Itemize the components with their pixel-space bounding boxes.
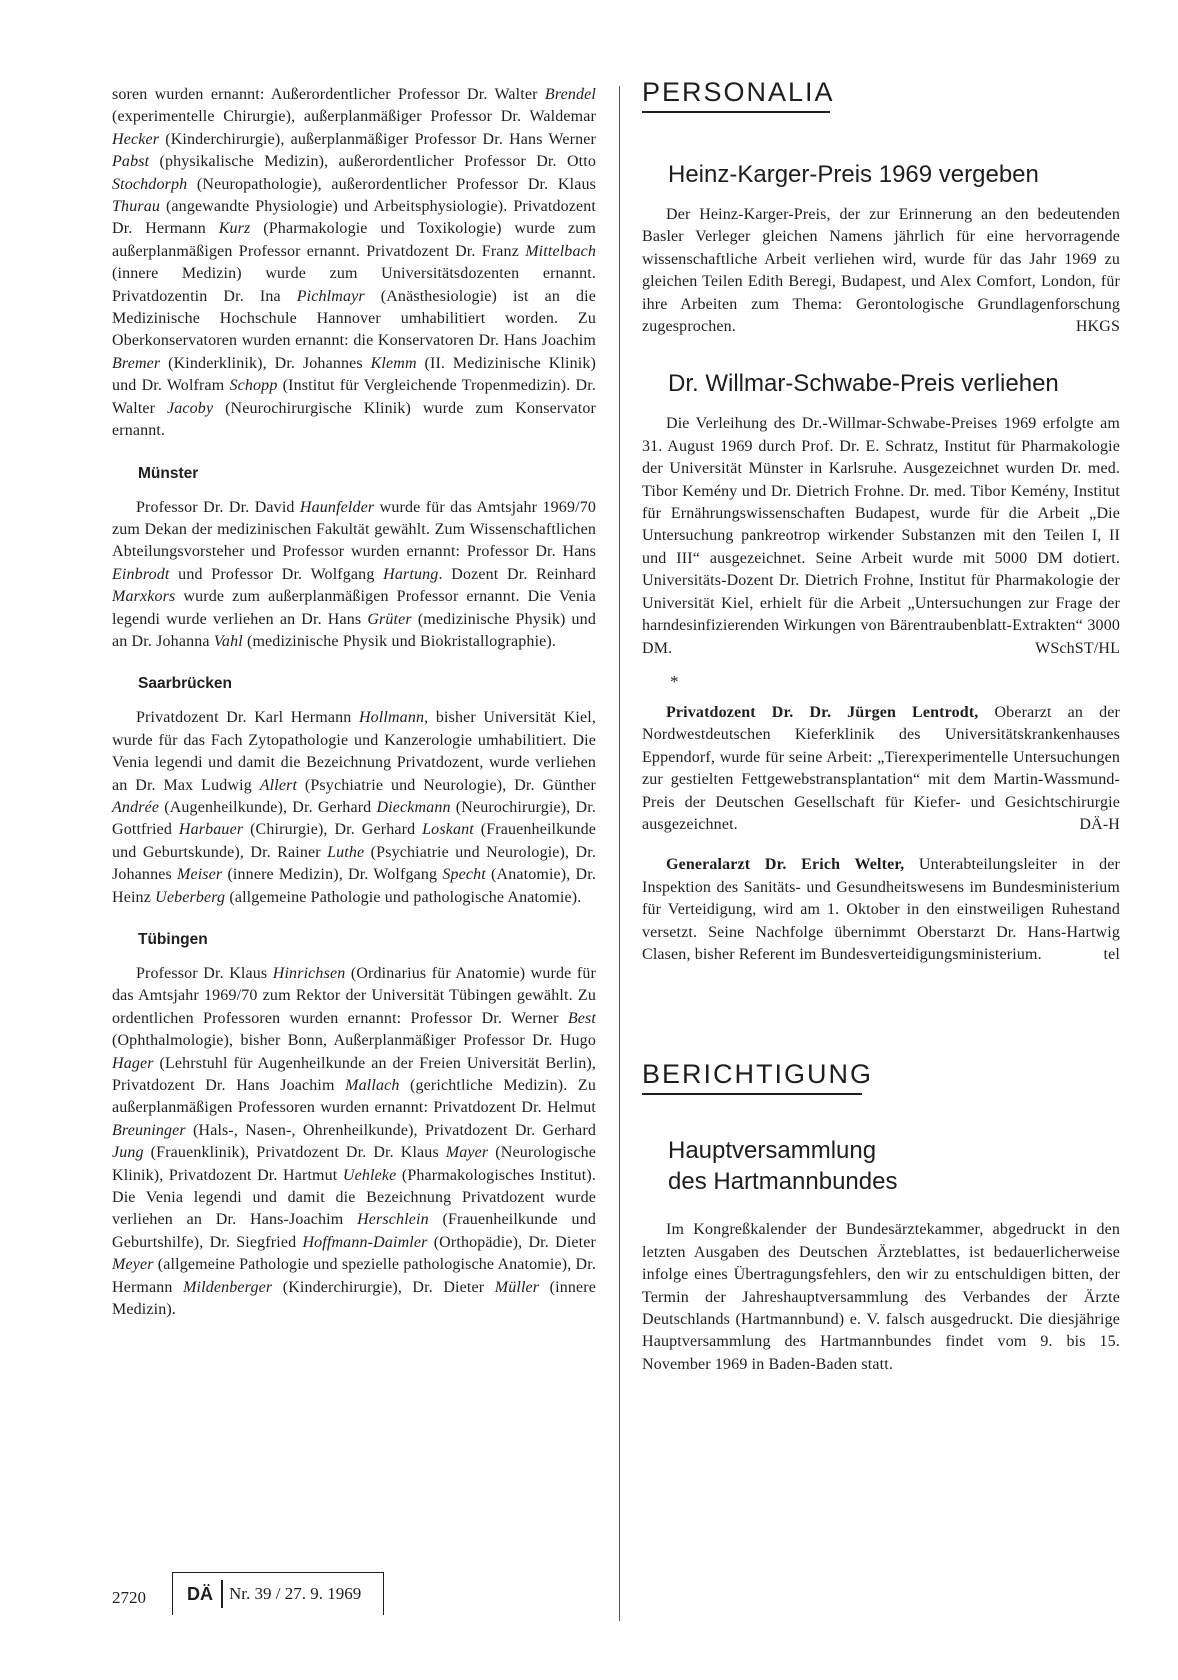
appointments-continued-paragraph [112, 84, 596, 443]
person-name: Meiser [176, 866, 223, 884]
body-text: , bisher Universität Kiel, wurde für das Fach Zytopathologie und Kanzerologie umhabilitiert. Die Venia legendi und damit die Bezeichnung Privatdozent, wurde verliehen an Dr. Max Ludwig [112, 709, 596, 794]
schwabe-article-text [642, 413, 1120, 659]
welter-article-text [642, 854, 1120, 966]
body-text: (Frauenheilkunde und Geburtskunde), Dr. Rainer [112, 821, 596, 861]
body-text: (Neurologische Klinik), Privatdozent Dr. Hartmut [112, 1144, 597, 1184]
body-text: (II. Medizinische Klinik) und Dr. Wolfram [112, 354, 596, 395]
person-name: Breuninger [112, 1121, 186, 1139]
body-text: (allgemeine Pathologie und spezielle pathologische Anatomie), Dr. Hermann [112, 1256, 596, 1296]
body-text: Professor Dr. Dr. David [136, 498, 300, 516]
subheading-muenster: Münster [138, 464, 199, 482]
hartmann-article-title [668, 1135, 1120, 1197]
person-name: Mittelbach [525, 242, 596, 260]
person-name: Meyer [112, 1256, 154, 1274]
person-name: Mayer [445, 1144, 489, 1162]
body-text: und Professor Dr. Wolfgang [169, 565, 384, 583]
person-name: Hinrichsen [272, 965, 346, 982]
schwabe-text: Die Verleihung des Dr.-Willmar-Schwabe-Preises 1969 erfolgte am 31. August 1969 durch Prof. Dr. E. Schratz, Institut für Pharmakologie der Universität Münster in Karlsruhe. Ausgezeichnet wurden Dr. med. Tibor Kemény und Dr. Dietrich Frohne. Dr. med. Tibor Kemény, Institut für Ernährungswissenschaften Budapest, wurde für die Arbeit „Die Untersuchung pankreotrop wirkender Substanzen mit den Teilen I, II und III“ ausgezeichnet. Seine Arbeit wurde mit 5000 DM dotiert. Universitäts-Dozent Dr. Dietrich Frohne, Institut für Pharmakologie der Universität Kiel, erhielt für die Arbeit „Untersuchungen zur Frage der harndesinfizierenden Wirkungen von Bärentraubenblatt-Extrakten“ 3000 DM. [642, 415, 1120, 657]
body-text: (Anästhesiologie) ist an die Medizinische Hochschule Hannover umhabilitiert worden. Zu Oberkonservatoren wurden ernannt: die Konservatoren Dr. Hans Joachim [112, 287, 596, 350]
person-name: Einbrodt [112, 565, 170, 583]
person-name: Dieckmann [376, 798, 451, 816]
body-text: (Institut für Vergleichende Tropenmedizin). Dr. Walter [112, 377, 596, 417]
person-name: Specht [442, 866, 486, 884]
body-text: wurde zum außerplanmäßigen Professor ernannt. Die Venia legendi wurde verliehen an Dr. Hans [112, 588, 596, 628]
person-name: Allert [259, 776, 298, 794]
person-name: Pabst [112, 153, 150, 171]
body-text: (Kinderklinik), Dr. Johannes [160, 354, 371, 372]
body-text: (Hals-, Nasen-, Ohrenheilkunde), Privatdozent Dr. Gerhard [185, 1121, 596, 1139]
person-name: Stochdorph [112, 175, 188, 193]
person-name: Herschlein [357, 1211, 429, 1229]
tuebingen-paragraph [112, 963, 596, 1322]
body-text: soren wurden ernannt: Außerordentlicher Professor Dr. Walter [112, 86, 545, 103]
person-name: Marxkors [112, 588, 176, 606]
person-name: Hecker [112, 130, 160, 148]
person-name: Luthe [327, 843, 365, 861]
person-name: Brendel [544, 86, 596, 103]
person-name: Pichlmayr [296, 287, 365, 305]
body-text: Privatdozent Dr. Karl Hermann [136, 709, 359, 727]
right-column [642, 77, 1120, 1376]
person-name: Andrée [112, 798, 160, 816]
body-text: (Neuropathologie), außerordentlicher Professor Dr. Klaus [187, 175, 596, 193]
issue-info: Nr. 39 / 27. 9. 1969 [229, 1584, 362, 1603]
hartmann-title-line1: Hauptversammlung [668, 1137, 877, 1165]
footer-masthead [172, 1572, 384, 1615]
person-name: Haunfelder [299, 498, 375, 516]
body-text: (gerichtliche Medizin). Zu außerplanmäßigen Professoren wurden ernannt: Privatdozent Dr. Helmut [112, 1077, 596, 1117]
body-text: (Pharmakologie und Toxikologie) wurde zum außerplanmäßigen Professor ernannt. Privatdozent Dr. Franz [112, 220, 596, 260]
welter-text: Unterabteilungsleiter in der Inspektion des Sanitäts- und Gesundheitswesens im Bundesministerium für Verteidigung, wird am 1. Oktober in den einstweiligen Ruhestand versetzt. Seine Nachfolge übernimmt Oberstarzt Dr. Hans-Hartwig Clasen, bisher Referent im Bundesverteidigungsministerium. [642, 856, 1120, 963]
body-text: (Lehrstuhl für Augenheilkunde an der Freien Universität Berlin), Privatdozent Dr. Hans Joachim [112, 1054, 596, 1095]
person-name: Vahl [213, 632, 243, 650]
body-text: (Frauenklinik), Privatdozent Dr. Dr. Klaus [143, 1144, 446, 1162]
body-text: (Ophthalmologie), bisher Bonn, Außerplanmäßiger Professor Dr. Hugo [112, 1032, 596, 1050]
person-name: Mallach [345, 1077, 400, 1095]
person-name: Hoffmann-Daimler [302, 1233, 428, 1251]
body-text: . Dozent Dr. Reinhard [438, 565, 596, 583]
body-text: (Psychiatrie und Neurologie), Dr. Johannes [112, 843, 597, 884]
person-name: Loskant [422, 821, 474, 839]
person-name: Kurz [218, 220, 251, 238]
body-text: (medizinische Physik und Biokristallographie). [242, 632, 557, 650]
page-number: 2720 [112, 1588, 146, 1607]
body-text: (innere Medizin). [112, 1278, 596, 1319]
body-text: (Kinderchirurgie), außerplanmäßiger Professor Dr. Hans Werner [159, 130, 596, 148]
body-text: (experimentelle Chirurgie), außerplanmäßiger Professor Dr. Waldemar [112, 108, 596, 126]
body-text: wurde für das Amtsjahr 1969/70 zum Dekan der medizinischen Fakultät gewählt. Zum Wissenschaftlichen Abteilungsvorsteher und Professor wurden ernannt: Professor Dr. Hans [112, 498, 596, 561]
body-text: Professor Dr. Klaus [136, 965, 273, 982]
body-text: (Kinderchirurgie), Dr. Dieter [272, 1278, 495, 1296]
personalia-section-header [642, 76, 1120, 113]
body-text: (Neurochirurgische Klinik) wurde zum Konservator ernannt. [112, 399, 596, 440]
section-title-rule-berichtigung [642, 1093, 862, 1095]
body-text: (Pharmakologisches Institut). Die Venia legendi und damit die Bezeichnung Privatdozent wurde verliehen an Dr. Hans-Joachim [112, 1166, 596, 1229]
karger-article-text [642, 204, 1120, 338]
body-text: (medizinische Physik) und an Dr. Johanna [112, 610, 596, 650]
body-text: (innere Medizin), Dr. Wolfgang [222, 866, 443, 884]
person-name: Thurau [112, 198, 161, 216]
saarbruecken-paragraph [112, 707, 596, 909]
lentrodt-text: Oberarzt an der Nordwestdeutschen Kieferklinik des Universitätskrankenhauses Eppendorf, wurde für seine Arbeit: „Tierexperimentelle Untersuchungen zur gestielten Fettgewebstransplantation“ mit dem Martin-Wassmund-Preis der Deutschen Gesellschaft für Kiefer- und Gesichtschirurgie ausgezeichnet. [642, 703, 1120, 833]
person-name: Bremer [112, 354, 161, 372]
welter-name: Generalarzt Dr. Erich Welter, [666, 856, 905, 874]
section-title-personalia: PERSONALIA [642, 77, 835, 107]
body-text: (innere Medizin) wurde zum Universitätsdozenten ernannt. Privatdozentin Dr. Ina [112, 265, 596, 305]
schwabe-article-title: Dr. Willmar-Schwabe-Preis verliehen [668, 370, 1059, 398]
left-column [112, 84, 596, 1322]
berichtigung-section-header [642, 1058, 1120, 1095]
person-name: Schopp [229, 377, 278, 395]
person-name: Hartung [383, 565, 439, 583]
body-text: (Anatomie), Dr. Heinz [112, 866, 596, 906]
schwabe-signature: WSchST/HL [1035, 639, 1120, 657]
subheading-saarbruecken: Saarbrücken [138, 675, 232, 693]
person-name: Müller [494, 1278, 540, 1296]
column-divider [619, 86, 620, 1621]
person-name: Harbauer [178, 821, 244, 839]
separator-star: * [670, 671, 679, 691]
person-name: Grüter [367, 610, 412, 628]
person-name: Ueberberg [155, 888, 226, 906]
muenster-paragraph [112, 497, 596, 654]
person-name: Klemm [370, 354, 417, 372]
lentrodt-article-text [642, 702, 1120, 836]
body-text: (Neurochirurgie), Dr. Gottfried [112, 798, 596, 839]
body-text: (Psychiatrie und Neurologie), Dr. Günther [297, 776, 596, 794]
karger-text: Der Heinz-Karger-Preis, der zur Erinnerung an den bedeutenden Basler Verleger gleichen Namens jährlich für eine hervorragende wissenschaftliche Arbeit verliehen wird, wurde für das Jahr 1969 zu gleichen Teilen Edith Beregi, Budapest, und Alex Comfort, London, für ihre Arbeiten zum Thema: Gerontologische Grundlagenforschung zugesprochen. [642, 206, 1120, 336]
body-text: (physikalische Medizin), außerordentlicher Professor Dr. Otto [149, 153, 596, 171]
welter-signature: tel [1103, 945, 1120, 963]
person-name: Hollmann [358, 709, 425, 727]
hartmann-article-text: Im Kongreßkalender der Bundesärztekammer, abgedruckt in den letzten Ausgaben des Deutschen Ärzteblattes, ist bedauerlicherweise infolge eines Übertragungsfehlers, den wir zu entschuldigen bitten, der Termin der Jahreshauptversammlung des Verbandes der Ärzte Deutschlands (Hartmannbund) e. V. falsch ausgedruckt. Die diesjährige Hauptversammlung des Hartmannbundes findet vom 9. bis 15. November 1969 in Baden-Baden statt. [642, 1221, 1120, 1373]
subheading-tuebingen: Tübingen [138, 931, 208, 948]
person-name: Hager [112, 1054, 154, 1072]
section-title-rule [642, 111, 830, 113]
body-text: (Frauenheilkunde und Geburtshilfe), Dr. Siegfried [112, 1211, 596, 1251]
lentrodt-signature: DÄ-H [1079, 815, 1120, 833]
body-text: (Chirurgie), Dr. Gerhard [243, 821, 423, 839]
lentrodt-name: Privatdozent Dr. Dr. Jürgen Lentrodt, [666, 703, 979, 721]
body-text: (angewandte Physiologie) und Arbeitsphysiologie). Privatdozent Dr. Hermann [112, 198, 596, 238]
person-name: Jung [112, 1144, 144, 1162]
person-name: Mildenberger [183, 1278, 273, 1296]
journal-logo: DÄ [173, 1580, 223, 1608]
karger-signature: HKGS [1075, 318, 1120, 336]
karger-article-title: Heinz-Karger-Preis 1969 vergeben [668, 161, 1039, 188]
body-text: (Augenheilkunde), Dr. Gerhard [159, 798, 377, 816]
hartmann-title-line2: des Hartmannbundes [668, 1168, 898, 1196]
body-text: (Orthopädie), Dr. Dieter [427, 1233, 596, 1251]
section-title-berichtigung: BERICHTIGUNG [642, 1059, 874, 1090]
person-name: Uehleke [342, 1166, 397, 1184]
person-name: Jacoby [167, 399, 214, 417]
person-name: Best [567, 1009, 596, 1027]
body-text: (allgemeine Pathologie und pathologische Anatomie). [225, 888, 582, 906]
body-text: (Ordinarius für Anatomie) wurde für das Amtsjahr 1969/70 zum Rektor der Universität Tübingen gewählt. Zu ordentlichen Professoren wurden ernannt: Professor Dr. Werner [112, 965, 596, 1027]
